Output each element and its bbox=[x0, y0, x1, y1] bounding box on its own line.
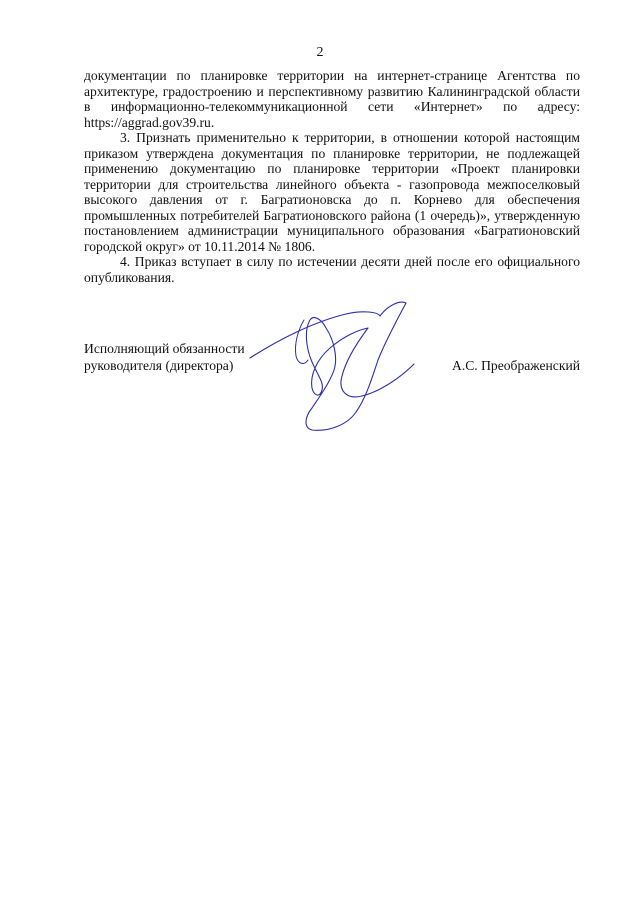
text-line: 3. Признать применительно к территории, в отношении которой настоящим bbox=[120, 130, 580, 145]
signer-name: А.С. Преображенский bbox=[452, 358, 580, 373]
text-line: https://aggrad.gov39.ru. bbox=[84, 114, 215, 130]
text-line: городской округ» от 10.11.2014 № 1806. bbox=[84, 238, 316, 254]
text-line: опубликования. bbox=[84, 269, 175, 285]
text-line: архитектуре, градостроению и перспективному развитию Калининградской области bbox=[84, 83, 580, 99]
paragraph-4 bbox=[84, 254, 580, 285]
handwritten-signature bbox=[238, 300, 438, 435]
text-line: в информационно-телекоммуникационной сети «Интернет» по адресу: bbox=[84, 99, 580, 114]
paragraph-3 bbox=[84, 130, 580, 254]
text-line: приказом утверждена документация по планировке территории, не подлежащей bbox=[84, 145, 580, 161]
text-line: документации по планировке территории на интернет-странице Агентства по bbox=[84, 68, 580, 83]
text-line: постановлением администрации муниципального образования «Багратионовский bbox=[84, 223, 580, 238]
text-line: территории для строительства линейного объекта - газопровода межпоселковый bbox=[84, 176, 580, 192]
text-line: высокого давления от г. Багратионовска до п. Корнево для обеспечения bbox=[84, 192, 580, 207]
paragraph-2-continued bbox=[84, 68, 580, 130]
signer-title-line: руководителя (директора) bbox=[84, 358, 234, 373]
page-number: 2 bbox=[316, 45, 324, 60]
text-line: промышленных потребителей Багратионовского района (1 очередь)», утвержденную bbox=[84, 207, 580, 223]
text-line: применению документацию по планировке территории «Проект планировки bbox=[84, 161, 580, 176]
signer-title-line: Исполняющий обязанности bbox=[84, 341, 245, 356]
text-line: 4. Приказ вступает в силу по истечении десяти дней после его официального bbox=[120, 254, 580, 269]
document-body bbox=[84, 68, 580, 285]
